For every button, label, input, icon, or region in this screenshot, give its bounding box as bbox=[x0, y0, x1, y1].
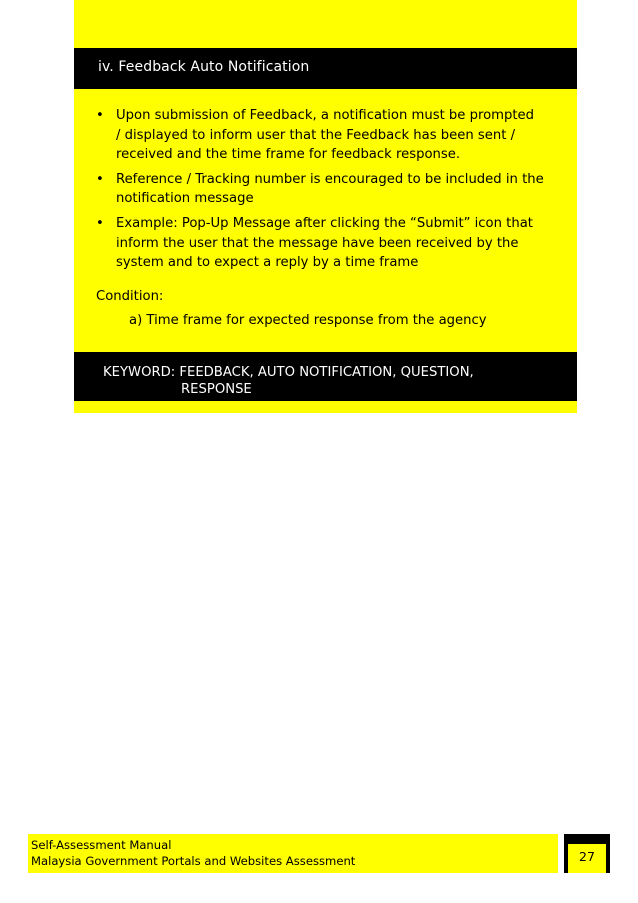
bullet-line: inform the user that the message have been received by the bbox=[116, 235, 519, 251]
footer-text bbox=[31, 838, 355, 869]
page-number-box bbox=[564, 834, 610, 873]
section-title: iv. Feedback Auto Notification bbox=[98, 59, 310, 75]
footer-subtitle: Malaysia Government Portals and Websites Assessment bbox=[31, 853, 356, 868]
bullet-line: Example: Pop-Up Message after clicking the “Submit” icon that bbox=[116, 215, 533, 231]
bullet-line: Reference / Tracking number is encouraged to be included in the bbox=[116, 171, 544, 187]
bullet-line: / displayed to inform user that the Feedback has been sent / bbox=[116, 127, 516, 143]
bullet-line: Upon submission of Feedback, a notification must be prompted bbox=[116, 108, 535, 123]
condition-label: Condition: bbox=[96, 289, 164, 304]
keyword-box bbox=[74, 352, 577, 401]
footer-title: Self-Assessment Manual bbox=[31, 838, 172, 852]
condition-item: a) Time frame for expected response from the agency bbox=[129, 313, 487, 328]
keyword-line: RESPONSE bbox=[181, 382, 252, 397]
bullet-item bbox=[96, 106, 566, 165]
bullet-icon: • bbox=[96, 215, 104, 231]
bullet-icon: • bbox=[96, 171, 104, 187]
bullet-icon: • bbox=[96, 108, 104, 123]
bullet-item bbox=[96, 214, 566, 273]
bullet-line: received and the time frame for feedback response. bbox=[116, 147, 461, 163]
bullet-line: notification message bbox=[116, 191, 254, 207]
section-header bbox=[74, 48, 577, 89]
bullet-item bbox=[96, 170, 566, 209]
keyword-line: KEYWORD: FEEDBACK, AUTO NOTIFICATION, QUESTION, bbox=[103, 365, 474, 380]
bullet-line: system and to expect a reply by a time frame bbox=[116, 255, 419, 271]
page-number: 27 bbox=[568, 844, 606, 873]
bullet-list bbox=[96, 106, 566, 278]
